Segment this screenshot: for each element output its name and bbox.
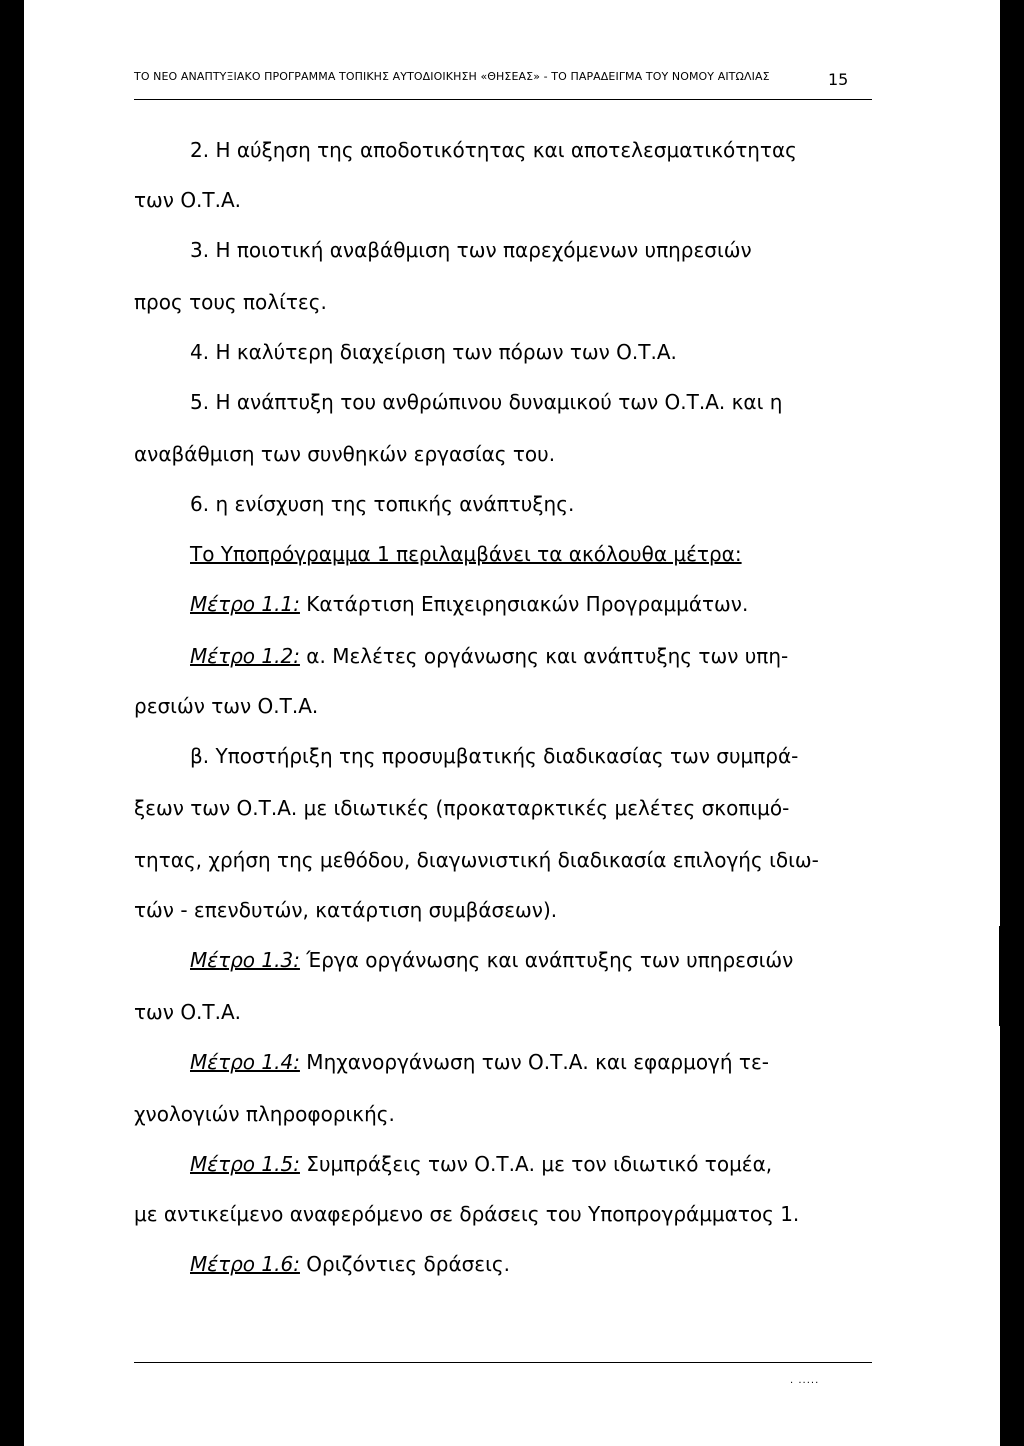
measure-1-3 <box>190 947 872 973</box>
measure-1-2-cont: ρεσιών των Ο.Τ.Α. <box>134 694 319 718</box>
objective-2: 2. Η αύξηση της αποδοτικότητας και αποτελεσματικότητας <box>190 138 797 162</box>
measure-1-2-b-cont-1: ξεων των Ο.Τ.Α. με ιδιωτικές (προκαταρκτικές μελέτες σκοπιμό- <box>134 796 790 820</box>
measure-1-4 <box>190 1049 872 1075</box>
measure-1-1-text: Κατάρτιση Επιχειρησιακών Προγραμμάτων. <box>299 592 749 616</box>
measure-1-3-label: Μέτρο 1.3: <box>190 948 300 972</box>
measure-1-5-cont: με αντικείμενο αναφερόμενο σε δράσεις του Υποπρογράμματος 1. <box>134 1202 800 1226</box>
objective-2-cont: των Ο.Τ.Α. <box>134 188 242 212</box>
objective-3: 3. Η ποιοτική αναβάθμιση των παρεχόμενων υπηρεσιών <box>190 238 752 262</box>
header-rule <box>134 99 872 100</box>
measure-1-5 <box>190 1151 872 1177</box>
measure-1-5-text: Συμπράξεις των Ο.Τ.Α. με τον ιδιωτικό τομέα, <box>299 1152 773 1176</box>
measure-1-2-b-cont-2: τητας, χρήση της μεθόδου, διαγωνιστική διαδικασία επιλογής ιδιω- <box>134 848 819 872</box>
objective-3-cont: προς τους πολίτες. <box>134 290 327 314</box>
measure-1-2 <box>190 643 872 669</box>
measure-1-2-text: α. Μελέτες οργάνωσης και ανάπτυξης των υπη- <box>299 644 789 668</box>
page-number: 15 <box>828 70 849 89</box>
measure-1-4-cont: χνολογιών πληροφορικής. <box>134 1102 395 1126</box>
measure-1-4-text: Μηχανοργάνωση των Ο.Τ.Α. και εφαρμογή τε- <box>299 1050 769 1074</box>
objective-4: 4. Η καλύτερη διαχείριση των πόρων των Ο.Τ.Α. <box>190 340 677 364</box>
running-header: ΤΟ ΝΕΟ ΑΝΑΠΤΥΞΙΑΚΟ ΠΡΟΓΡΑΜΜΑ ΤΟΠΙΚΗΣ ΑΥΤΟΔΙΟΙΚΗΣΗ «ΘΗΣΕΑΣ» - ΤΟ ΠΑΡΑΔΕΙΓΜΑ ΤΟΥ ΝΟΜΟΥ ΑΙΤΩΛΙΑΣ <box>134 70 770 83</box>
objective-6: 6. η ενίσχυση της τοπικής ανάπτυξης. <box>190 492 575 516</box>
measure-1-6 <box>190 1251 872 1277</box>
measure-1-6-text: Οριζόντιες δράσεις. <box>299 1252 510 1276</box>
measure-1-6-label: Μέτρο 1.6: <box>190 1252 300 1276</box>
measure-1-2-label: Μέτρο 1.2: <box>190 644 300 668</box>
measure-1-1-label: Μέτρο 1.1: <box>190 592 300 616</box>
objective-5-cont: αναβάθμιση των συνθηκών εργασίας του. <box>134 442 556 466</box>
margin-mark <box>999 926 1001 1026</box>
footer-rule <box>134 1362 872 1363</box>
measures-intro: Το Υποπρόγραμμα 1 περιλαμβάνει τα ακόλουθα μέτρα: <box>190 542 742 566</box>
measure-1-2-b-cont-3: τών - επενδυτών, κατάρτιση συμβάσεων). <box>134 898 558 922</box>
measure-1-3-text: Έργα οργάνωσης και ανάπτυξης των υπηρεσιών <box>299 948 794 972</box>
measure-1-3-cont: των Ο.Τ.Α. <box>134 1000 242 1024</box>
document-page <box>24 0 1000 1446</box>
objective-5: 5. Η ανάπτυξη του ανθρώπινου δυναμικού των Ο.Τ.Α. και η <box>190 390 783 414</box>
measure-1-4-label: Μέτρο 1.4: <box>190 1050 300 1074</box>
footer-dots: . ..... <box>790 1375 820 1386</box>
measure-1-5-label: Μέτρο 1.5: <box>190 1152 300 1176</box>
measure-1-1 <box>190 591 872 617</box>
measure-1-2-b: β. Υποστήριξη της προσυμβατικής διαδικασίας των συμπρά- <box>190 744 799 768</box>
